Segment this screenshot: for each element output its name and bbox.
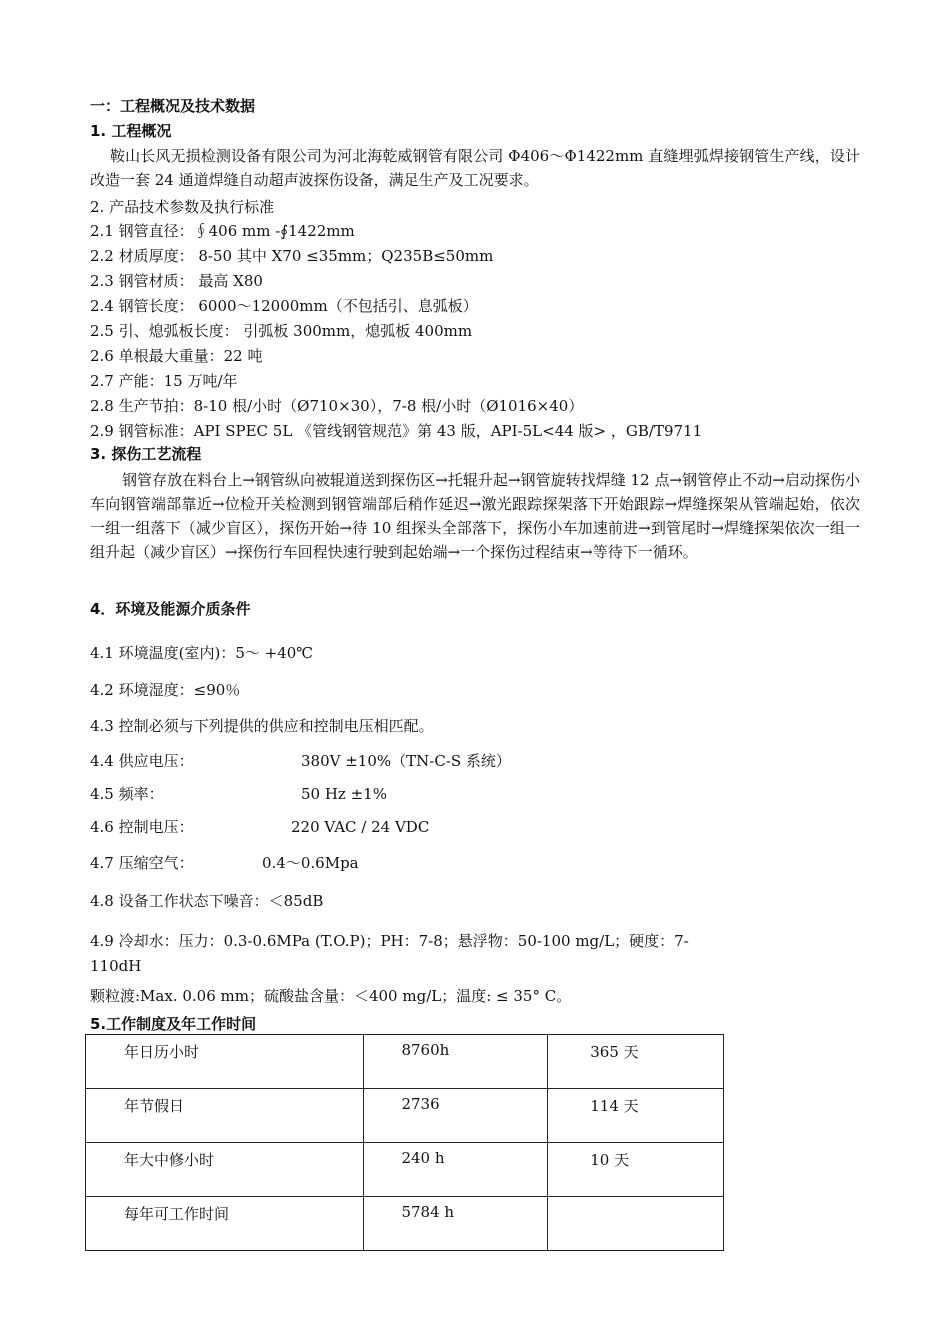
work-time-table <box>85 1034 724 1251</box>
section-1-paragraph: 鞍山长风无损检测设备有限公司为河北海乾威钢管有限公司 Φ406～Φ1422mm 直缝埋弧焊接钢管生产线，设计改造一套 24 通道焊缝自动超声波探伤设备，满足生产及工况要求。 <box>90 147 860 189</box>
env-4-7-label: 4.7 压缩空气： <box>90 854 194 872</box>
section-1-title: 1. 工程概况 <box>90 122 172 140</box>
env-4-1: 4.1 环境温度(室内)：5～ +40℃ <box>90 644 314 662</box>
env-4-5-label: 4.5 频率： <box>90 785 164 803</box>
table-cell: 365 天 <box>548 1035 724 1089</box>
param-2-4: 2.4 钢管长度： 6000～12000mm（不包括引、息弧板） <box>90 297 478 315</box>
env-4-8: 4.8 设备工作状态下噪音：＜85dB <box>90 892 324 910</box>
env-4-7-value: 0.4～0.6Mpa <box>262 854 359 872</box>
param-2-5: 2.5 引、熄弧板长度： 引弧板 300mm，熄弧板 400mm <box>90 322 473 340</box>
env-4-9-line-2: 110dH <box>90 957 142 975</box>
param-2-8: 2.8 生产节拍：8-10 根/小时（Ø710×30），7-8 根/小时（Ø1016×40） <box>90 397 584 415</box>
env-4-9-line-3: 颗粒渡:Max. 0.06 mm；硫酸盐含量：＜400 mg/L；温度: ≤ 35° C。 <box>90 987 572 1005</box>
env-4-6-value: 220 VAC / 24 VDC <box>291 818 430 836</box>
table-cell: 2736 <box>364 1089 548 1143</box>
env-4-4 <box>90 751 860 771</box>
param-2-3: 2.3 钢管材质： 最高 X80 <box>90 272 263 290</box>
env-4-9-line-1: 4.9 冷却水：压力：0.3-0.6MPa (T.O.P)；PH：7-8；悬浮物：50-100 mg/L；硬度：7- <box>90 932 689 950</box>
table-cell: 年大中修小时 <box>86 1143 364 1197</box>
table-cell: 8760h <box>364 1035 548 1089</box>
param-2-9: 2.9 钢管标准：API SPEC 5L 《管线钢管规范》第 43 版，API-5L<44 版> ，GB/T9711 <box>90 422 703 440</box>
table-row <box>86 1197 724 1251</box>
param-2-6: 2.6 单根最大重量：22 吨 <box>90 347 263 365</box>
table-cell: 每年可工作时间 <box>86 1197 364 1251</box>
table-cell: 114 天 <box>548 1089 724 1143</box>
table-cell: 240 h <box>364 1143 548 1197</box>
section-3-paragraph: 钢管存放在料台上→钢管纵向被辊道送到探伤区→托辊升起→钢管旋转找焊缝 12 点→钢管停止不动→启动探伤小车向钢管端部靠近→位检开关检测到钢管端部后稍作延迟→激光跟踪探架落下开始跟踪→焊缝探架从管端起始，依次一组一组落下（减少盲区），探伤开始→待 10 组探头全部落下，探伤小车加速前进→到管尾时→焊缝探架依次一组一组升起（减少盲区）→探伤行车回程快速行驶到起始端→一个探伤过程结束→等待下一循环。 <box>90 471 860 561</box>
param-2-1: 2.1 钢管直径：∮406 mm -∮1422mm <box>90 222 355 240</box>
env-4-2: 4.2 环境湿度：≤90％ <box>90 681 241 699</box>
table-row <box>86 1143 724 1197</box>
env-4-4-value: 380V ±10%（TN-C-S 系统） <box>301 752 511 770</box>
env-4-7 <box>90 853 860 873</box>
table-cell: 年节假日 <box>86 1089 364 1143</box>
env-4-6 <box>90 817 860 837</box>
env-4-4-label: 4.4 供应电压： <box>90 752 194 770</box>
table-cell: 5784 h <box>364 1197 548 1251</box>
env-4-5-value: 50 Hz ±1% <box>301 785 387 803</box>
param-2-7: 2.7 产能：15 万吨/年 <box>90 372 238 390</box>
env-4-5 <box>90 784 860 804</box>
table-cell: 年日历小时 <box>86 1035 364 1089</box>
env-4-6-label: 4.6 控制电压： <box>90 818 194 836</box>
table-cell: 10 天 <box>548 1143 724 1197</box>
section-2-title: 2. 产品技术参数及执行标准 <box>90 198 275 216</box>
table-cell <box>548 1197 724 1251</box>
section-3-title: 3. 探伤工艺流程 <box>90 445 202 463</box>
table-row <box>86 1035 724 1089</box>
env-4-3: 4.3 控制必须与下列提供的供应和控制电压相匹配。 <box>90 717 434 735</box>
table-row <box>86 1089 724 1143</box>
param-2-2: 2.2 材质厚度： 8-50 其中 X70 ≤35mm；Q235B≤50mm <box>90 247 494 265</box>
section-4-title: 4．环境及能源介质条件 <box>90 600 251 618</box>
section-5-title: 5.工作制度及年工作时间 <box>90 1015 257 1033</box>
main-heading: 一：工程概况及技术数据 <box>90 97 256 115</box>
